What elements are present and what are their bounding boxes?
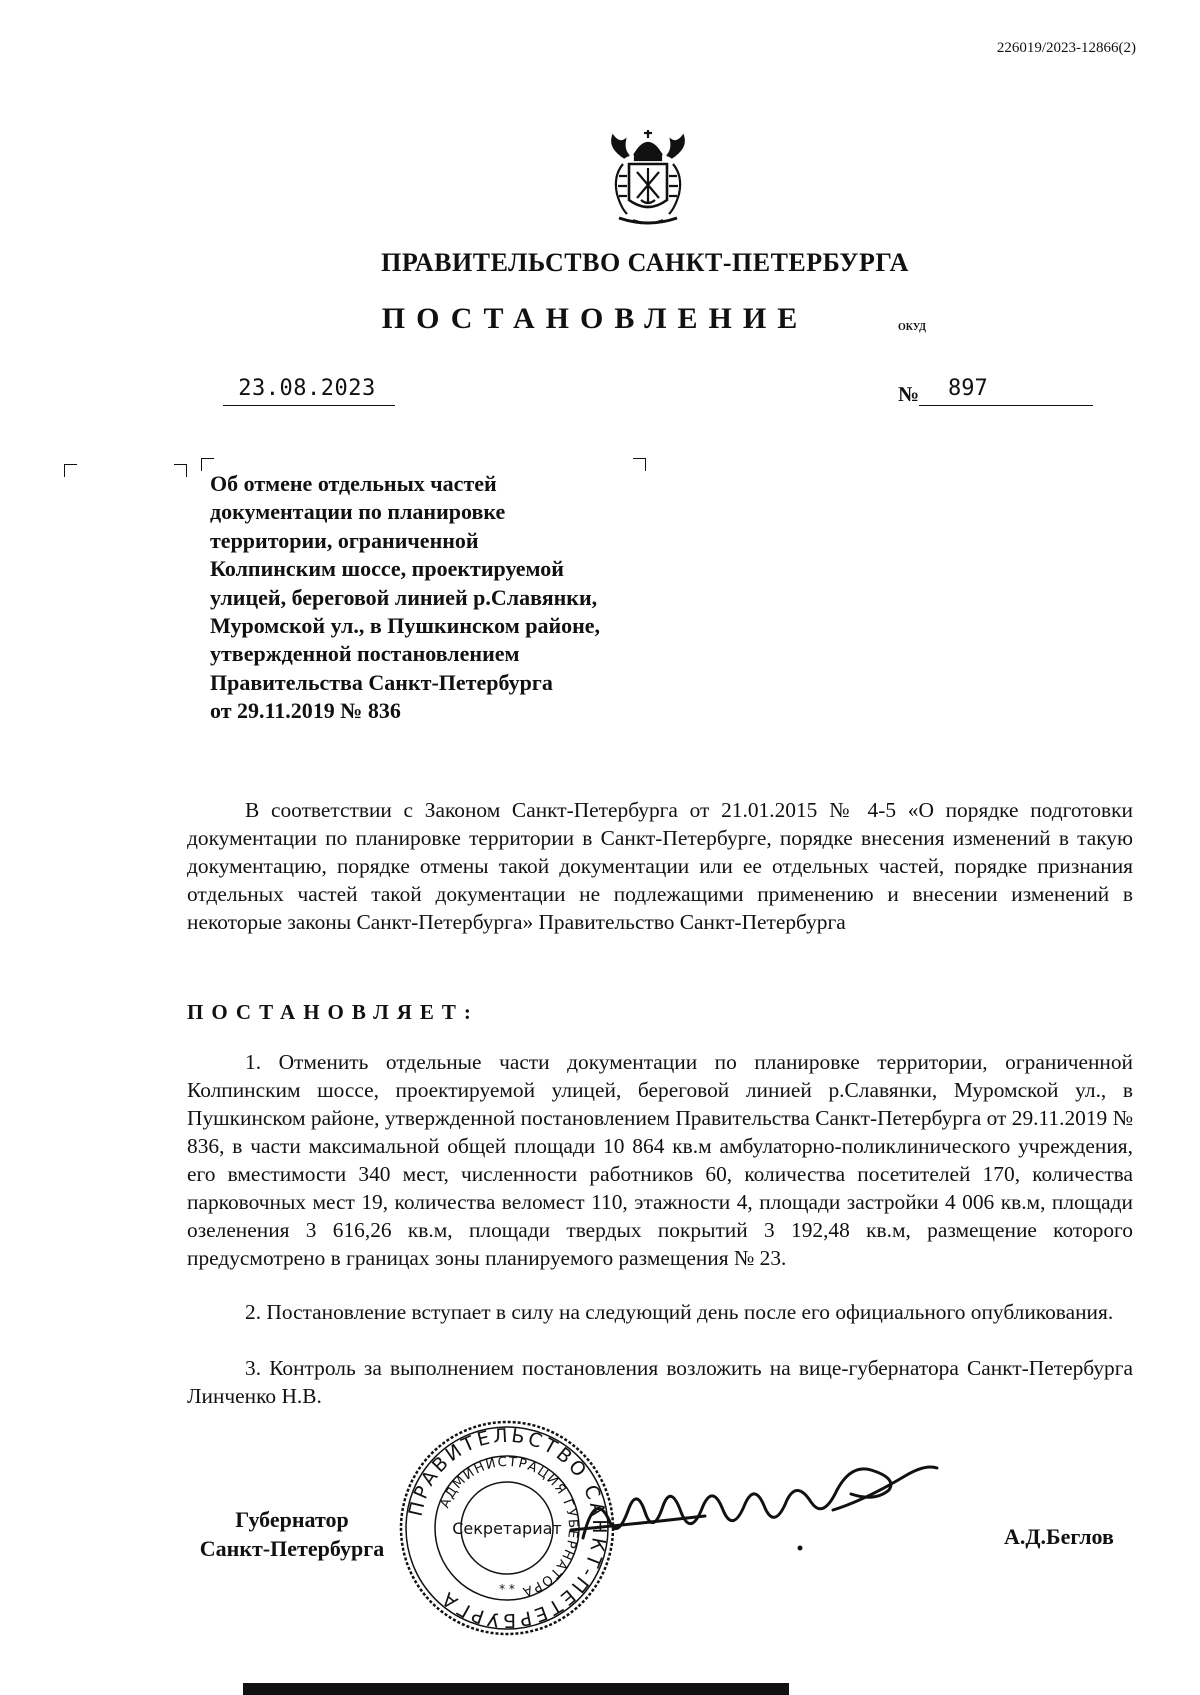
signatory-title-line: Санкт-Петербурга [199,1536,385,1561]
item-3-paragraph: 3. Контроль за выполнением постановления возложить на вице-губернатора Санкт-Петербурга Линченко Н.В. [187,1356,1133,1408]
subject-line: территории, ограниченной [210,527,479,553]
number-sign: № [898,382,920,406]
svg-text:Секретариат: Секретариат [452,1519,562,1538]
subject-line: документации по планировке [210,499,506,525]
handwritten-signature-icon [565,1450,945,1560]
subject-line: Об отмене отдельных частей [210,471,497,496]
document-date: 23.08.2023 [238,376,376,401]
date-underline [223,405,395,406]
svg-text:* *: * * [499,1582,515,1596]
signatory-title [187,1505,397,1563]
issuer-title: ПРАВИТЕЛЬСТВО САНКТ-ПЕТЕРБУРГА [381,248,909,277]
bottom-edge-bar [243,1683,789,1695]
subject-line: Правительства Санкт-Петербурга [210,669,553,695]
item-1-paragraph: 1. Отменить отдельные части документации по планировке территории, ограниченной Колпинским шоссе, проектируемой улицей, береговой линией р.Славянки, Муромской ул., в Пушкинском районе, утвержденной постановлением Правительства Санкт-Петербурга от 29.11.2019 № 836, в части максимальной общей площади 10 864 кв.м амбулаторно-поликлинического учреждения, его вместимости 340 мест, численности работников 60, количества посетителей 170, количества парковочных мест 19, количества веломест 110, этажности 4, площади застройки 4 006 кв.м, площади озеленения 3 616,26 кв.м, площади твердых покрытий 3 192,48 кв.м, размещение которого предусмотрено в границах зоны планируемого размещения № 23. [187,1050,1133,1270]
item-2-paragraph: 2. Постановление вступает в силу на следующий день после его официального опубликования. [245,1300,1114,1324]
document-subject [210,470,680,726]
subject-line: от 29.11.2019 № 836 [210,698,401,724]
document-type: ПОСТАНОВЛЕНИЕ [381,302,809,335]
corner-bracket [174,464,187,477]
subject-line: улицей, береговой линией р.Славянки, [210,584,598,610]
preamble-paragraph: В соответствии с Законом Санкт-Петербурга от 21.01.2015 № 4-5 «О порядке подготовки документации по планировке территории в Санкт-Петербурге, порядке внесения изменений в такую документацию, порядке отмены такой документации или ее отдельных частей, порядке признания отдельных частей такой документации не подлежащими применению и внесении изменений в некоторые законы Санкт-Петербурга» Правительство Санкт-Петербурга [187,798,1133,934]
coat-of-arms-icon [599,128,697,232]
okud-label: ОКУД [898,322,927,333]
registration-number: 226019/2023-12866(2) [996,40,1136,56]
subject-line: Колпинским шоссе, проектируемой [210,556,564,582]
resolves-heading: ПОСТАНОВЛЯЕТ: [187,1000,479,1024]
number-underline [919,405,1093,406]
svg-text:АДМИНИСТРАЦИЯ ГУБЕРНАТОРА: АДМИНИСТРАЦИЯ ГУБЕРНАТОРА [437,1454,581,1600]
signatory-title-line: Губернатор [235,1507,349,1532]
signatory-name: А.Д.Беглов [1004,1524,1114,1549]
subject-line: Муромской ул., в Пушкинском районе, [210,613,601,639]
document-number: 897 [948,376,988,401]
subject-line: утвержденной постановлением [210,641,520,667]
svg-text:ПРАВИТЕЛЬСТВО САНКТ-ПЕТЕРБУРГА: ПРАВИТЕЛЬСТВО САНКТ-ПЕТЕРБУРГА [404,1424,611,1632]
corner-bracket [64,464,77,477]
